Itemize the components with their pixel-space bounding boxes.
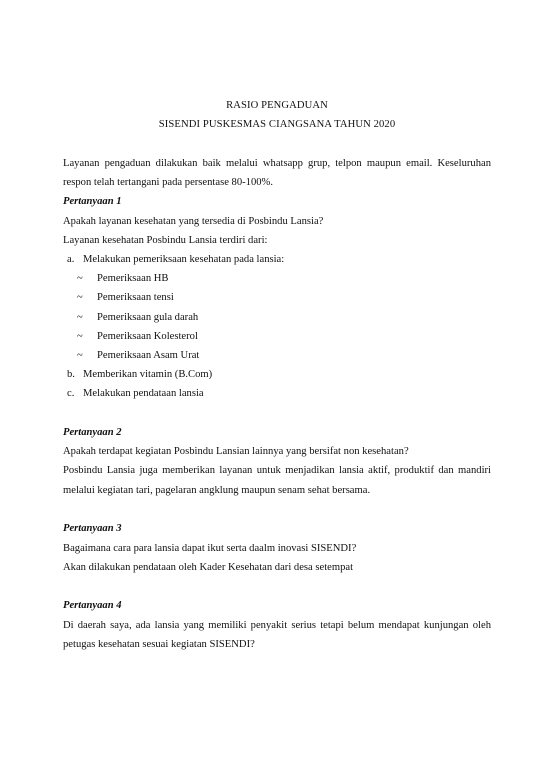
question-2-answer: Posbindu Lansia juga memberikan layanan untuk menjadikan lansia aktif, produktif dan mandiri melalui kegiatan tari, pagelaran angklung maupun senam sehat bersama. [63,465,491,496]
services-list [63,250,491,269]
spacer [63,404,491,424]
spacer [63,577,491,597]
question-1-label: Pertanyaan 1 [63,196,122,208]
list-item [63,327,491,346]
question-3-label: Pertanyaan 3 [63,523,122,535]
list-marker: ~ [77,292,83,304]
question-4-label: Pertanyaan 4 [63,600,122,612]
list-item [63,384,491,403]
list-item [63,288,491,307]
list-marker: ~ [77,311,83,323]
question-2-text: Apakah terdapat kegiatan Posbindu Lansian lainnya yang bersifat non kesehatan? [63,446,409,458]
list-marker: ~ [77,349,83,361]
document-title: RASIO PENGADUAN [226,100,328,111]
list-item-text: Pemeriksaan HB [97,273,169,285]
question-1-answer-intro: Layanan kesehatan Posbindu Lansia terdiri dari: [63,234,268,246]
list-item [63,308,491,327]
document-body [63,96,491,654]
question-4-text: Di daerah saya, ada lansia yang memiliki penyakit serius tetapi belum mendapat kunjungan oleh petugas kesehatan sesuai kegiatan SISENDI? [63,619,491,650]
spacer [63,134,491,154]
list-item-text: Pemeriksaan tensi [97,292,174,304]
intro-paragraph: Layanan pengaduan dilakukan baik melalui whatsapp grup, telpon maupun email. Keseluruhan respon telah tertangani pada persentase 80-100%. [63,157,491,189]
question-3-text: Bagaimana cara para lansia dapat ikut serta daalm inovasi SISENDI? [63,542,357,554]
list-item-text: Melakukan pemeriksaan kesehatan pada lansia: [83,253,285,265]
list-item [63,365,491,384]
document-subtitle: SISENDI PUSKESMAS CIANGSANA TAHUN 2020 [158,119,396,131]
spacer [63,500,491,520]
list-item [63,250,491,269]
list-item-text: Pemeriksaan Kolesterol [97,330,198,342]
list-marker: ~ [77,330,83,342]
list-item [63,346,491,365]
list-item [63,269,491,288]
question-1-text: Apakah layanan kesehatan yang tersedia di Posbindu Lansia? [63,215,324,227]
services-list-continued [63,365,491,403]
list-item-text: Melakukan pendataan lansia [83,388,204,400]
list-marker: b. [67,369,75,381]
list-marker: c. [67,388,75,400]
list-item-text: Memberikan vitamin (B.Com) [83,369,213,381]
list-marker: a. [67,253,75,265]
question-2-label: Pertanyaan 2 [63,427,122,439]
question-3-answer: Akan dilakukan pendataan oleh Kader Kesehatan dari desa setempat [63,561,354,573]
list-item-text: Pemeriksaan gula darah [97,311,199,323]
list-item-text: Pemeriksaan Asam Urat [97,349,200,361]
examination-list [63,269,491,365]
list-marker: ~ [77,273,83,285]
